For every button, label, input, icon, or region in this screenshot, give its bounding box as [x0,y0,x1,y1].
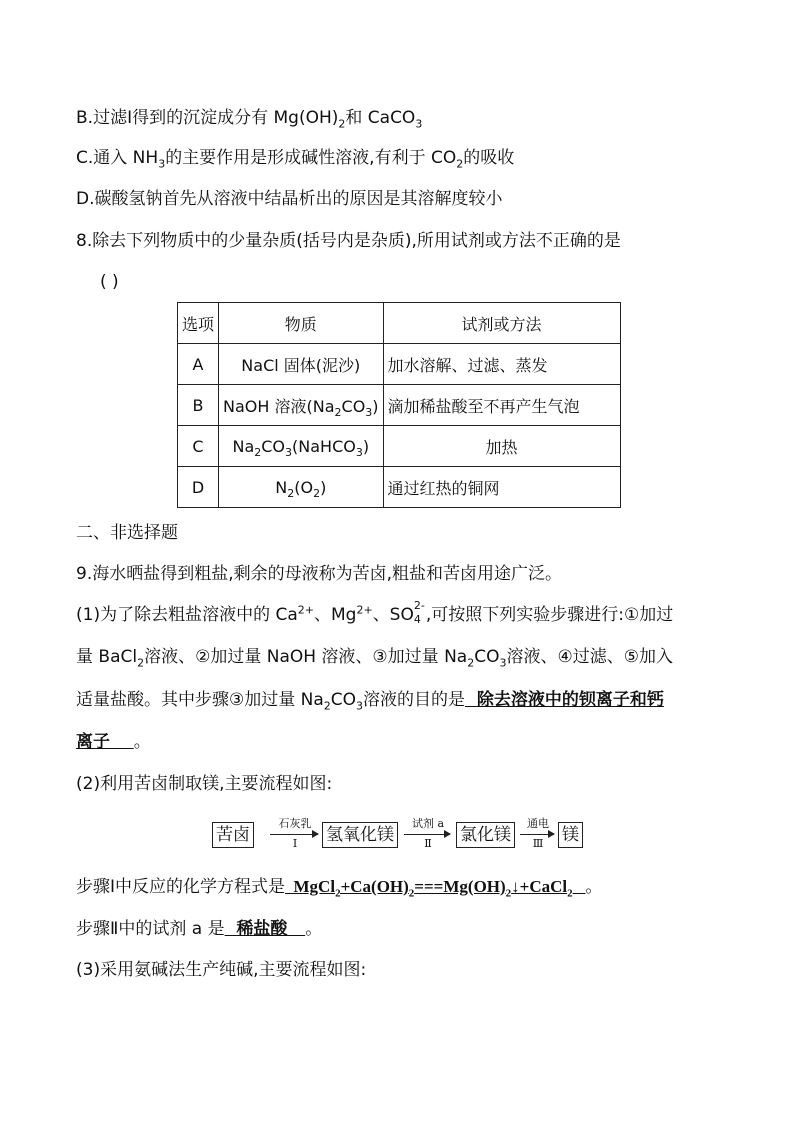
table-header: 试剂或方法 [383,303,620,344]
arrow-label-top: 石灰乳 [278,817,312,830]
option-d: D.碳酸氢钠首先从溶液中结晶析出的原因是其溶解度较小 [76,189,503,209]
table-cell: D [178,467,219,508]
table-row [178,467,621,508]
section-heading: 二、非选择题 [76,523,178,543]
table-cell: $N_2(O_2)$ [219,467,384,508]
flow-arrow [404,834,450,835]
answer-text: 除去溶液中的钡离子和钙 [476,690,664,710]
table-cell: NaOH 溶液$(Na_2CO_3)$ [219,385,384,426]
table-header-row [178,303,621,344]
arrow-label-bottom: Ⅱ [424,837,432,850]
flow-arrow [270,834,318,835]
table-header: 选项 [178,303,219,344]
answer-parens: ( ) [100,272,119,292]
option-b: B.过滤Ⅰ得到的沉淀成分有 $Mg(OH)_2$和 CaCO$_3$ [76,108,423,131]
part-3-text: (3)采用氨碱法生产纯碱,主要流程如图: [76,960,367,980]
flow-box: 苦卤 [212,822,254,848]
table-cell: C [178,426,219,467]
flow-box: 氢氧化镁 [322,822,398,848]
table-cell: B [178,385,219,426]
part-1-line-1: (1)为了除去粗盐溶液中的 $Ca^{2+}$、$Mg^{2+}$、SO 2- 4 ,可按照下列实验步骤进行:①加过 [76,599,674,626]
table-cell: $Na_2CO_3(NaHCO_3)$ [219,426,384,467]
flow-arrow [520,834,554,835]
part-1-line-4: 离子 。 [76,732,151,752]
table-row [178,385,621,426]
table-cell: 加热 [383,426,620,467]
option-c: C.通入 $NH_3$的主要作用是形成碱性溶液,有利于 $CO_2$的吸收 [76,148,515,171]
arrow-label-bottom: Ⅲ [532,837,544,850]
table-cell: NaCl 固体(泥沙) [219,344,384,385]
arrow-label-top: 试剂 a [411,817,445,830]
answer-equation: $MgCl_2+Ca(OH)_2===Mg(OH)_2↓+CaCl_2$ [293,877,573,900]
table-row [178,344,621,385]
table-header: 物质 [219,303,384,344]
process-flow-diagram [210,814,590,858]
table-cell: 滴加稀盐酸至不再产生气泡 [383,385,620,426]
table-cell: 加水溶解、过滤、蒸发 [383,344,620,385]
arrow-label-bottom: Ⅰ [292,837,298,850]
flow-box: 氯化镁 [456,822,515,848]
question-8: 8.除去下列物质中的少量杂质(括号内是杂质),所用试剂或方法不正确的是 [76,231,621,251]
answer-text: 稀盐酸 [236,919,288,939]
step-1-equation: 步骤Ⅰ中反应的化学方程式是 $MgCl_2+Ca(OH)_2===Mg(OH)_2↓+CaCl_2$ 。 [76,877,603,900]
part-1-line-2: 量 BaCl$_2$溶液、②加过量 NaOH 溶液、③加过量 $Na_2CO_3$溶液、④过滤、⑤加入 [76,647,673,670]
answer-text: 离子 [76,732,110,752]
table-row [178,426,621,467]
part-2-text: (2)利用苦卤制取镁,主要流程如图: [76,774,333,794]
part-1-line-3: 适量盐酸。其中步骤③加过量 $Na_2CO_3$溶液的目的是 除去溶液中的钡离子和钙 [76,690,664,713]
table-cell: A [178,344,219,385]
table-cell: 通过红热的铜网 [383,467,620,508]
step-2-reagent: 步骤Ⅱ中的试剂 a 是 稀盐酸 。 [76,919,323,939]
options-table [177,302,621,508]
arrow-label-top: 通电 [527,817,549,830]
flow-box: 镁 [558,822,583,848]
question-9: 9.海水晒盐得到粗盐,剩余的母液称为苦卤,粗盐和苦卤用途广泛。 [76,564,563,584]
